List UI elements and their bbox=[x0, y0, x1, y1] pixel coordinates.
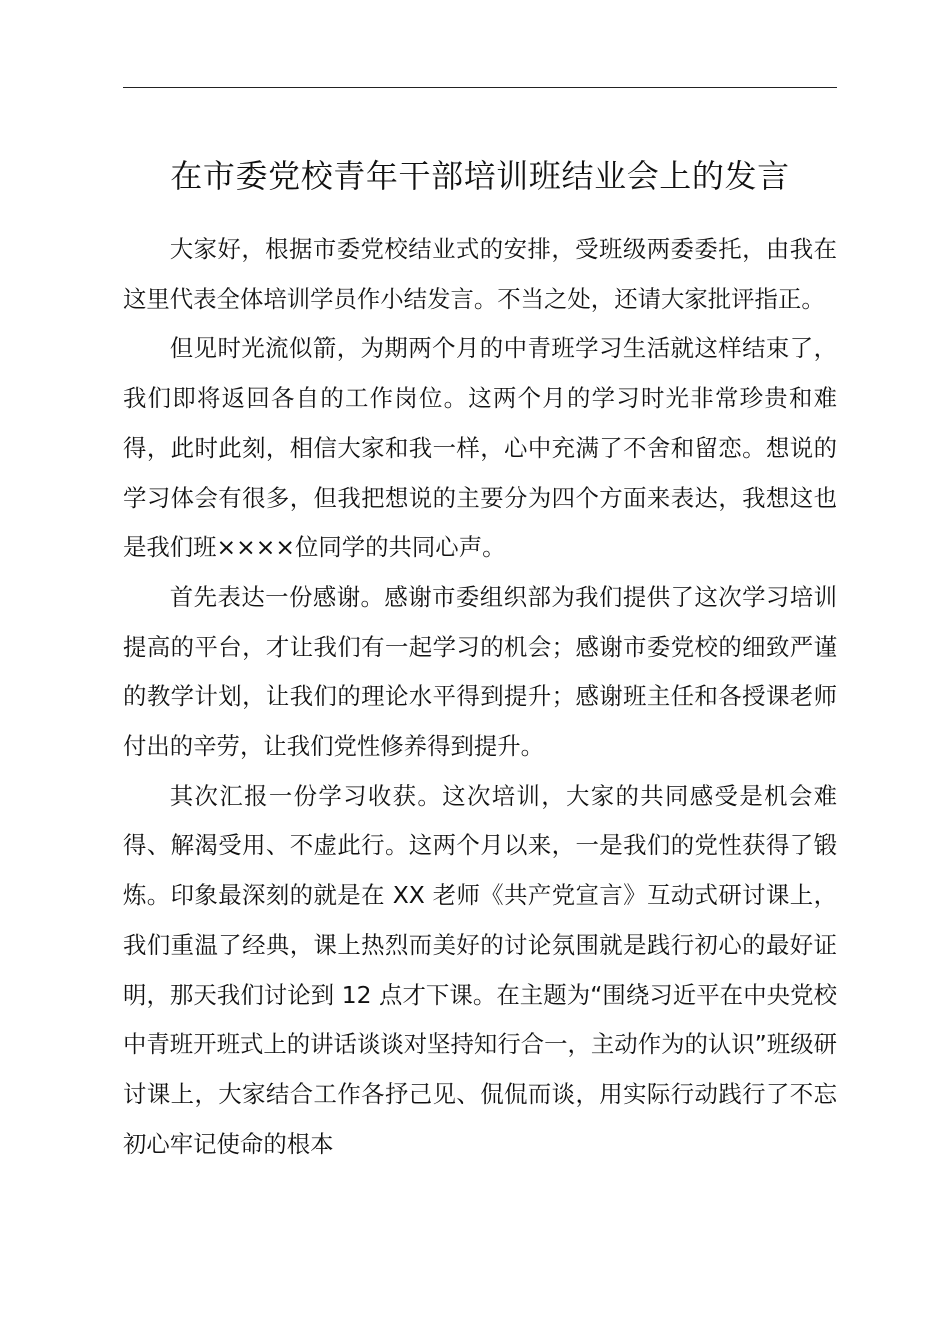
header-rule bbox=[123, 87, 837, 88]
document-title: 在市委党校青年干部培训班结业会上的发言 bbox=[170, 157, 790, 195]
paragraph-greeting: 大家好，根据市委党校结业式的安排，受班级两委委托，由我在这里代表全体培训学员作小结发言。不当之处，还请大家批评指正。 bbox=[123, 235, 837, 313]
document-body bbox=[123, 225, 837, 1169]
paragraph-time-passing: 但见时光流似箭，为期两个月的中青班学习生活就这样结束了，我们即将返回各自的工作岗位。这两个月的学习时光非常珍贵和难得，此时此刻，相信大家和我一样，心中充满了不舍和留恋。想说的学习体会有很多，但我把想说的主要分为四个方面来表达，我想这也是我们班××××位同学的共同心声。 bbox=[123, 334, 837, 562]
paragraph-learning-gains: 其次汇报一份学习收获。这次培训，大家的共同感受是机会难得、解渴受用、不虚此行。这两个月以来，一是我们的党性获得了锻炼。印象最深刻的就是在 XX 老师《共产党宣言》互动式研讨课上，我们重温了经典，课上热烈而美好的讨论氛围就是践行初心的最好证明，那天我们讨论到 12 点才下课。在主题为“围绕习近平在中央党校中青班开班式上的讲话谈谈对坚持知行合一，主动作为的认识”班级研讨课上，大家结合工作各抒己见、侃侃而谈，用实际行动践行了不忘初心牢记使命的根本 bbox=[123, 781, 837, 1158]
paragraph-gratitude: 首先表达一份感谢。感谢市委组织部为我们提供了这次学习培训提高的平台，才让我们有一起学习的机会；感谢市委党校的细致严谨的教学计划，让我们的理论水平得到提升；感谢班主任和各授课老师付出的辛劳，让我们党性修养得到提升。 bbox=[123, 582, 837, 761]
